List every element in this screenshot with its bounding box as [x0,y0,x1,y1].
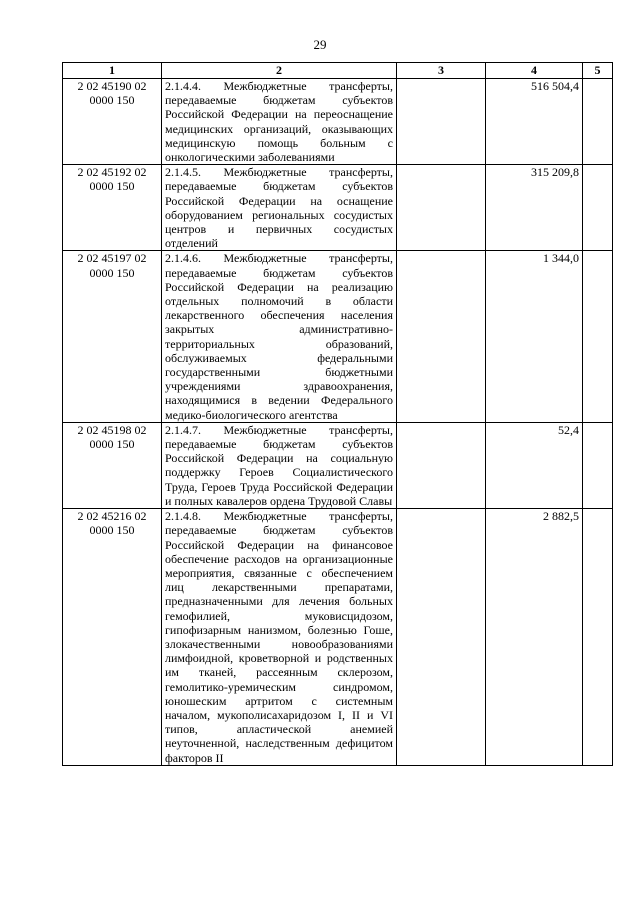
budget-table [62,62,613,766]
amount-cell: 516 504,4 [486,79,583,165]
description-cell: 2.1.4.8. Межбюджетные трансферты, передаваемые бюджетам субъектов Российской Федерации на финансовое обеспечение расходов на организационные мероприятия, связанные с обеспечением лиц лекарственными препаратами, предназначенными для лечения больных гемофилией, муковисцидозом, гипофизарным нанизмом, болезнью Гоше, злокачественными новообразованиями лимфоидной, кроветворной и родственных им тканей, рассеянным склерозом, гемолитико-уремическим синдромом, юношеским артритом с системным началом, мукополисахаридозом I, II и VI типов, апластической анемией неуточненной, наследственным дефицитом факторов II [162,509,397,766]
description-cell: 2.1.4.7. Межбюджетные трансферты, передаваемые бюджетам субъектов Российской Федерации на социальную поддержку Героев Социалистического Труда, Героев Труда Российской Федерации и полных кавалеров ордена Трудовой Славы [162,422,397,508]
budget-code-cell: 2 02 45216 02 0000 150 [63,509,162,766]
budget-code-cell: 2 02 45197 02 0000 150 [63,251,162,422]
column-3-cell [397,509,486,766]
table-row [63,251,613,422]
amount-cell: 1 344,0 [486,251,583,422]
description-cell: 2.1.4.5. Межбюджетные трансферты, передаваемые бюджетам субъектов Российской Федерации на оснащение оборудованием региональных сосудистых центров и первичных сосудистых отделений [162,165,397,251]
amount-cell: 2 882,5 [486,509,583,766]
column-3-cell [397,165,486,251]
column-header-4: 4 [486,63,583,79]
column-5-cell [583,422,613,508]
table-row [63,165,613,251]
page-number: 29 [313,37,327,52]
column-5-cell [583,79,613,165]
table-row [63,509,613,766]
column-3-cell [397,79,486,165]
table-header-row [63,63,613,79]
column-header-2: 2 [162,63,397,79]
budget-code-cell: 2 02 45192 02 0000 150 [63,165,162,251]
column-5-cell [583,251,613,422]
column-header-1: 1 [63,63,162,79]
description-cell: 2.1.4.6. Межбюджетные трансферты, передаваемые бюджетам субъектов Российской Федерации на реализацию отдельных полномочий в области лекарственного обеспечения населения закрытых административно-территориальных образований, обслуживаемых федеральными государственными бюджетными учреждениями здравоохранения, находящимися в ведении Федерального медико-биологического агентства [162,251,397,422]
amount-cell: 52,4 [486,422,583,508]
column-3-cell [397,251,486,422]
column-header-3: 3 [397,63,486,79]
table-row [63,422,613,508]
budget-code-cell: 2 02 45198 02 0000 150 [63,422,162,508]
description-cell: 2.1.4.4. Межбюджетные трансферты, передаваемые бюджетам субъектов Российской Федерации на переоснащение медицинских организаций, оказывающих медицинскую помощь больным с онкологическими заболеваниями [162,79,397,165]
column-5-cell [583,509,613,766]
amount-cell: 315 209,8 [486,165,583,251]
budget-code-cell: 2 02 45190 02 0000 150 [63,79,162,165]
table-row [63,79,613,165]
column-header-5: 5 [583,63,613,79]
column-3-cell [397,422,486,508]
column-5-cell [583,165,613,251]
